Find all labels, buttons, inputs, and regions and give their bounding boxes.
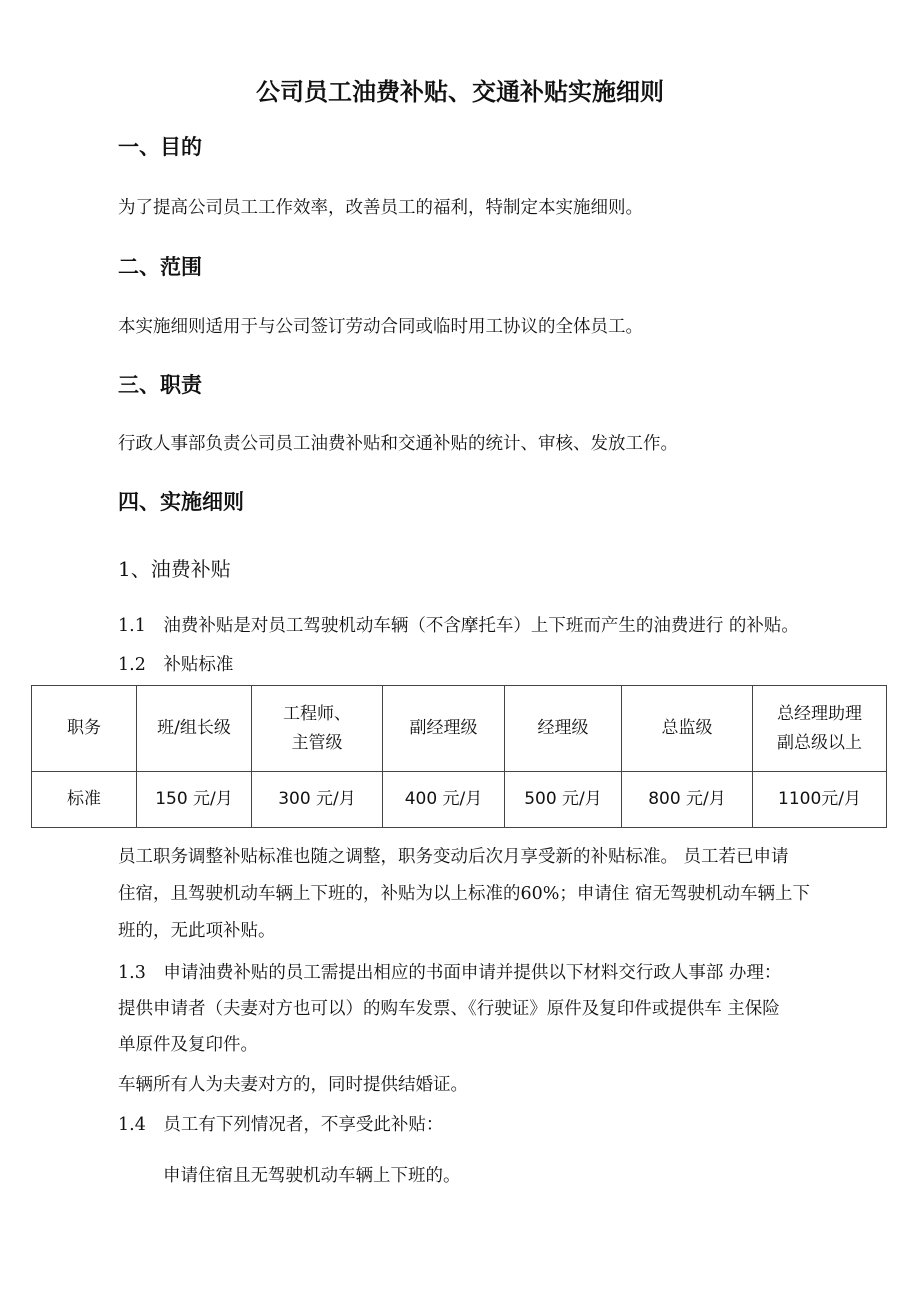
header-gm-line1: 总经理助理 [777,703,862,724]
purpose-text: 为了提高公司员工工作效率，改善员工的福利，特制定本实施细则。 [118,198,643,218]
value-team-leader: 150 元/月 [137,772,252,828]
header-cell-position: 职务 [32,686,137,772]
item-1-3-line4: 车辆所有人为夫妻对方的，同时提供结婚证。 [118,1075,468,1095]
header-cell-team-leader: 班/组长级 [137,686,252,772]
adjustment-note-line1: 员工职务调整补贴标准也随之调整，职务变动后次月享受新的补贴标准。 员工若已申请 [118,847,789,867]
heading-responsibility: 三、职责 [118,373,202,397]
table-row [32,772,887,828]
value-deputy-manager: 400 元/月 [383,772,505,828]
table-header-row [32,686,887,772]
document-title: 公司员工油费补贴、交通补贴实施细则 [256,78,664,106]
scope-text: 本实施细则适用于与公司签订劳动合同或临时用工协议的全体员工。 [118,317,643,337]
header-cell-manager: 经理级 [505,686,622,772]
header-cell-director: 总监级 [622,686,753,772]
value-engineer: 300 元/月 [252,772,383,828]
item-1-1: 1.1 油费补贴是对员工驾驶机动车辆（不含摩托车）上下班而产生的油费进行 的补贴。 [118,616,799,636]
heading-purpose: 一、目的 [118,135,202,159]
value-manager: 500 元/月 [505,772,622,828]
item-1-2: 1.2 补贴标准 [118,655,234,675]
value-director: 800 元/月 [622,772,753,828]
header-engineer-line2: 主管级 [291,732,343,753]
subsection-fuel-subsidy: 1、油费补贴 [118,557,231,581]
header-gm-line2: 副总级以上 [777,732,862,753]
row-label-standard: 标准 [32,772,137,828]
adjustment-note-line2: 住宿，且驾驶机动车辆上下班的，补贴为以上标准的60%；申请住 宿无驾驶机动车辆上下 [118,884,810,904]
value-gm-assistant: 1100元/月 [753,772,887,828]
heading-scope: 二、范围 [118,255,202,279]
responsibility-text: 行政人事部负责公司员工油费补贴和交通补贴的统计、审核、发放工作。 [118,434,678,454]
item-1-3-line1: 1.3 申请油费补贴的员工需提出相应的书面申请并提供以下材料交行政人事部 办理： [118,963,782,983]
header-engineer-line1: 工程师、 [283,703,351,724]
subsidy-standard-table [31,685,887,828]
adjustment-note-line3: 班的，无此项补贴。 [118,921,276,941]
item-1-3-line2: 提供申请者（夫妻对方也可以）的购车发票、《行驶证》原件及复印件或提供车 主保险 [118,999,780,1019]
header-cell-deputy-manager: 副经理级 [383,686,505,772]
item-1-4: 1.4 员工有下列情况者，不享受此补贴： [118,1115,444,1135]
item-1-4-detail: 申请住宿且无驾驶机动车辆上下班的。 [163,1166,461,1186]
header-cell-gm-assistant [753,686,887,772]
header-cell-engineer [252,686,383,772]
heading-implementation: 四、实施细则 [118,490,244,514]
item-1-3-line3: 单原件及复印件。 [118,1035,258,1055]
